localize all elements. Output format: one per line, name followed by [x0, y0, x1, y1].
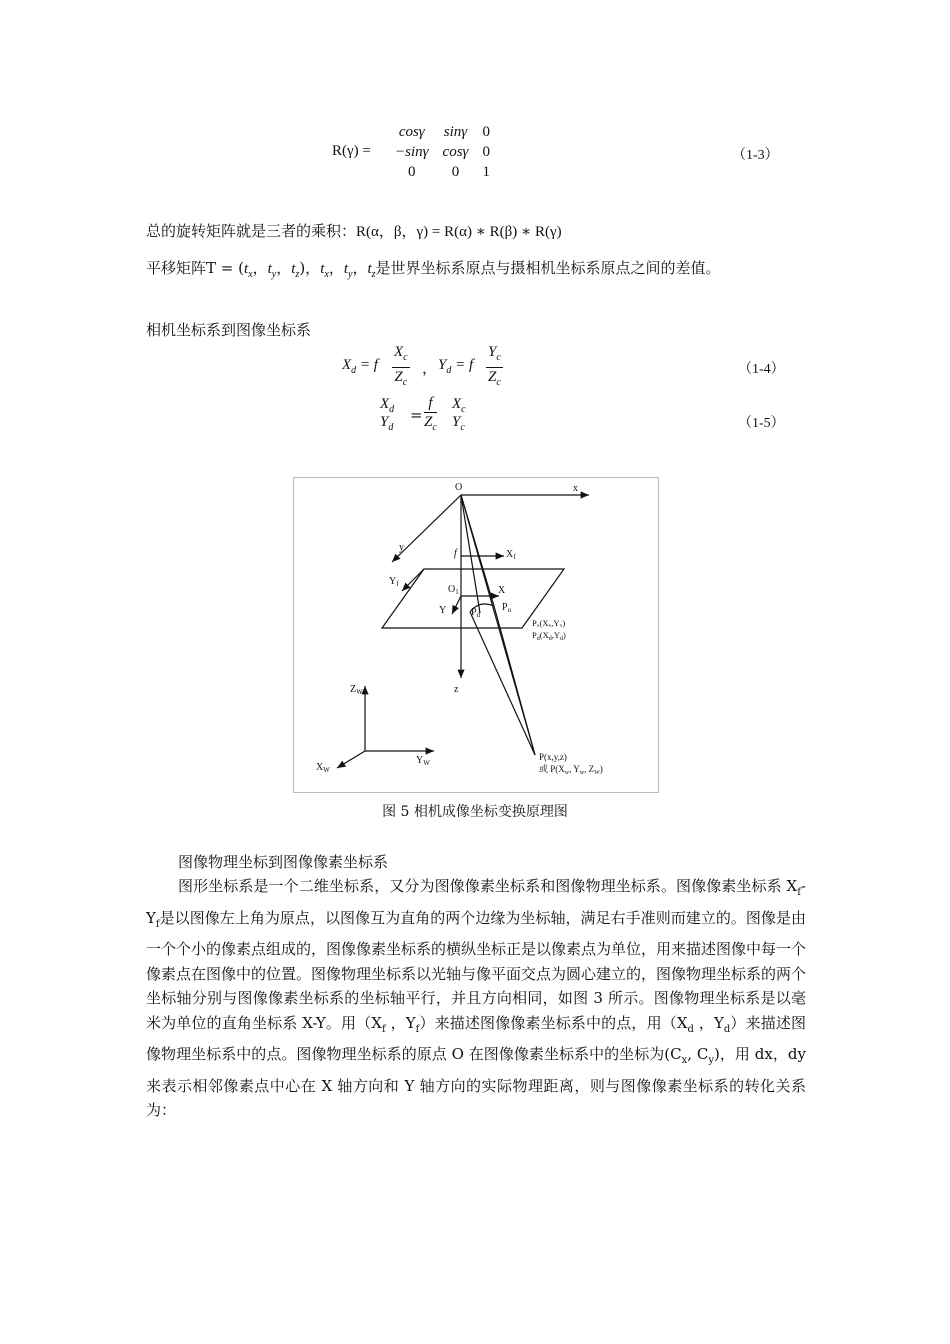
- total-rotation-line: [146, 220, 562, 241]
- label-P1: P(x,y,z): [539, 752, 567, 762]
- para-mid-4: , C: [687, 1045, 709, 1063]
- sub-y: y: [708, 1055, 714, 1066]
- label-y: y: [399, 542, 404, 553]
- label-Pu: $P_u$: [502, 602, 512, 614]
- sub-d-1: d: [687, 1023, 694, 1035]
- m-1-1: cosγ: [442, 144, 469, 160]
- para-mid-2: ，Y: [385, 1013, 416, 1032]
- sep4: ，: [352, 259, 368, 277]
- label-Pd: $P_d$: [471, 607, 481, 619]
- label-O: O: [455, 482, 463, 493]
- total-rotation-text: 总的旋转矩阵就是三者的乘积：: [146, 222, 357, 240]
- para-part-2: 是以图像左上角为原点，以图像互为直角的两个边缘为坐标轴，满足右手准则而建立的。图像是由一个个小的像素点组成的，图像像素坐标系的横纵坐标正是以像素点为单位，用来描述图像中每一个像素点在图像中的位置。图像物理坐标系以光轴与像平面交点为圆心建立的，图像物理坐标系的两个坐标轴分别与图像像素坐标系的坐标轴平行，并且方向相同，如图 3 所示。图像物理坐标系是以毫米为单位的直角坐标系 X-Y。用（X: [146, 908, 807, 1032]
- close-paren: )，: [299, 259, 321, 277]
- label-x: x: [573, 483, 578, 494]
- sep2: ，: [276, 259, 292, 277]
- para-part-1: 图形坐标系是一个二维坐标系，又分为图像像素坐标系和图像物理坐标系。图像像素坐标系 X: [178, 877, 798, 895]
- ray-4: [470, 612, 535, 755]
- eq13-lhs: R(γ) =: [332, 143, 371, 159]
- eq15-number: （1-5）: [738, 416, 785, 431]
- para-mid-1: -Y: [146, 877, 806, 927]
- t-x2: t: [320, 261, 325, 277]
- sub-d-2: d: [723, 1023, 731, 1035]
- m-0-0: cosγ: [398, 124, 425, 140]
- label-z: z: [454, 684, 459, 695]
- label-Y: Y: [439, 605, 447, 616]
- m-1-0: −sinγ: [395, 144, 429, 160]
- t-x: t: [243, 261, 249, 277]
- para-part-4: ）来描述图像物理坐标系中的点。图像物理坐标系的原点 O 在图像像素坐标系中的坐标为(C: [146, 1013, 806, 1063]
- translation-line: [146, 257, 721, 280]
- section-heading-camera-to-image: 相机坐标系到图像坐标系: [146, 321, 312, 339]
- label-Yf: $Y_f$: [389, 576, 399, 588]
- t-z: t: [291, 261, 296, 277]
- yf-axis: [402, 569, 424, 591]
- eq15-frac: $\frac{f}{Z_c}$: [424, 395, 437, 433]
- t-x2-sub: x: [324, 269, 329, 280]
- label-Xf: $X_f$: [506, 549, 516, 561]
- translation-prefix: 平移矩阵T = (: [146, 259, 244, 277]
- m-0-1: sinγ: [443, 124, 468, 140]
- t-y: t: [267, 261, 272, 277]
- t-z2: t: [367, 261, 372, 277]
- sub-f-3: f: [382, 1023, 386, 1035]
- figure-caption: 图 5 相机成像坐标变换原理图: [382, 804, 568, 820]
- m-0-2: 0: [482, 124, 490, 140]
- equation-1-5: [376, 394, 802, 444]
- label-O1: $O_1$: [448, 584, 459, 596]
- t-y-sub: y: [271, 269, 277, 280]
- t-z2-sub: z: [371, 269, 376, 280]
- y-plane-axis: [452, 596, 461, 614]
- eq13-matrix: [388, 122, 497, 182]
- total-rotation-formula: R(α，β，γ) = R(α) ∗ R(β) ∗ R(γ): [356, 224, 562, 240]
- figure-camera-transform: [293, 477, 659, 793]
- eq15-eq: =: [410, 406, 423, 424]
- sep1: ，: [252, 259, 268, 277]
- eq14-frac1: $\frac{X_c}{Z_c}$: [394, 344, 408, 388]
- label-Pu-coord: Pᵤ(Xᵤ,Yᵤ): [532, 618, 566, 628]
- ray-2: [461, 495, 480, 613]
- sep3: ，: [328, 259, 344, 277]
- eq13-number: （1-3）: [732, 148, 779, 163]
- sub-f-2: f: [155, 918, 160, 930]
- para-part-3: ）来描述图像像素坐标系中的点，用（X: [419, 1013, 688, 1032]
- xw-axis: [337, 751, 365, 768]
- m-2-2: 1: [482, 164, 490, 180]
- eq14-frac2: $\frac{Y_c}{Z_c}$: [488, 344, 501, 388]
- eq15-x: $X_d$: [380, 396, 395, 415]
- eq14-number: （1-4）: [738, 362, 785, 377]
- label-f: f: [454, 548, 457, 559]
- eq14-lhs2: $Y_d = f$: [438, 357, 474, 376]
- t-x-sub: x: [248, 269, 253, 280]
- label-Yw: $Y_W$: [416, 755, 430, 767]
- eq15-y: $Y_d$: [380, 414, 394, 433]
- eq15-xc: $X_c$: [452, 396, 466, 415]
- sub-f-1: f: [797, 887, 801, 898]
- eq14-lhs1: $X_d = f$: [342, 357, 378, 376]
- eq14-comma: ，: [422, 359, 438, 377]
- label-Zw: $Z_W$: [350, 684, 363, 696]
- t-z-sub: z: [295, 269, 300, 280]
- sub-f-4: f: [415, 1023, 420, 1035]
- m-1-2: 0: [482, 144, 490, 160]
- label-Pd-coord: $P_d(X_d,Y_d)$: [532, 630, 566, 642]
- equation-1-4: [342, 343, 802, 393]
- t-y2-sub: y: [348, 269, 353, 280]
- translation-suffix: 是世界坐标系原点与摄相机坐标系原点之间的差值。: [375, 259, 721, 277]
- eq15-yc: $Y_c$: [452, 414, 465, 433]
- equation-1-3: [332, 122, 802, 186]
- label-X: X: [498, 585, 506, 596]
- m-2-0: 0: [408, 164, 416, 180]
- body-paragraph: [146, 874, 806, 1123]
- para-mid-3: ，Y: [693, 1013, 724, 1032]
- t-y2: t: [343, 261, 348, 277]
- label-P2: 或 $P(X_w$, $Y_w$, $Z_W$): [539, 764, 603, 776]
- label-Xw: $X_W$: [316, 762, 330, 774]
- section-heading-physical-to-pixel: 图像物理坐标到图像像素坐标系: [178, 853, 389, 871]
- figure-diagram: [294, 478, 658, 792]
- para-part-5: )，用 dx，dy 来表示相邻像素点中心在 X 轴方向和 Y 轴方向的实际物理距离，则与图像像素坐标系的转化关系为：: [146, 1045, 806, 1119]
- ray-3: [461, 495, 494, 606]
- m-2-1: 0: [451, 164, 460, 180]
- sub-x: x: [681, 1055, 688, 1066]
